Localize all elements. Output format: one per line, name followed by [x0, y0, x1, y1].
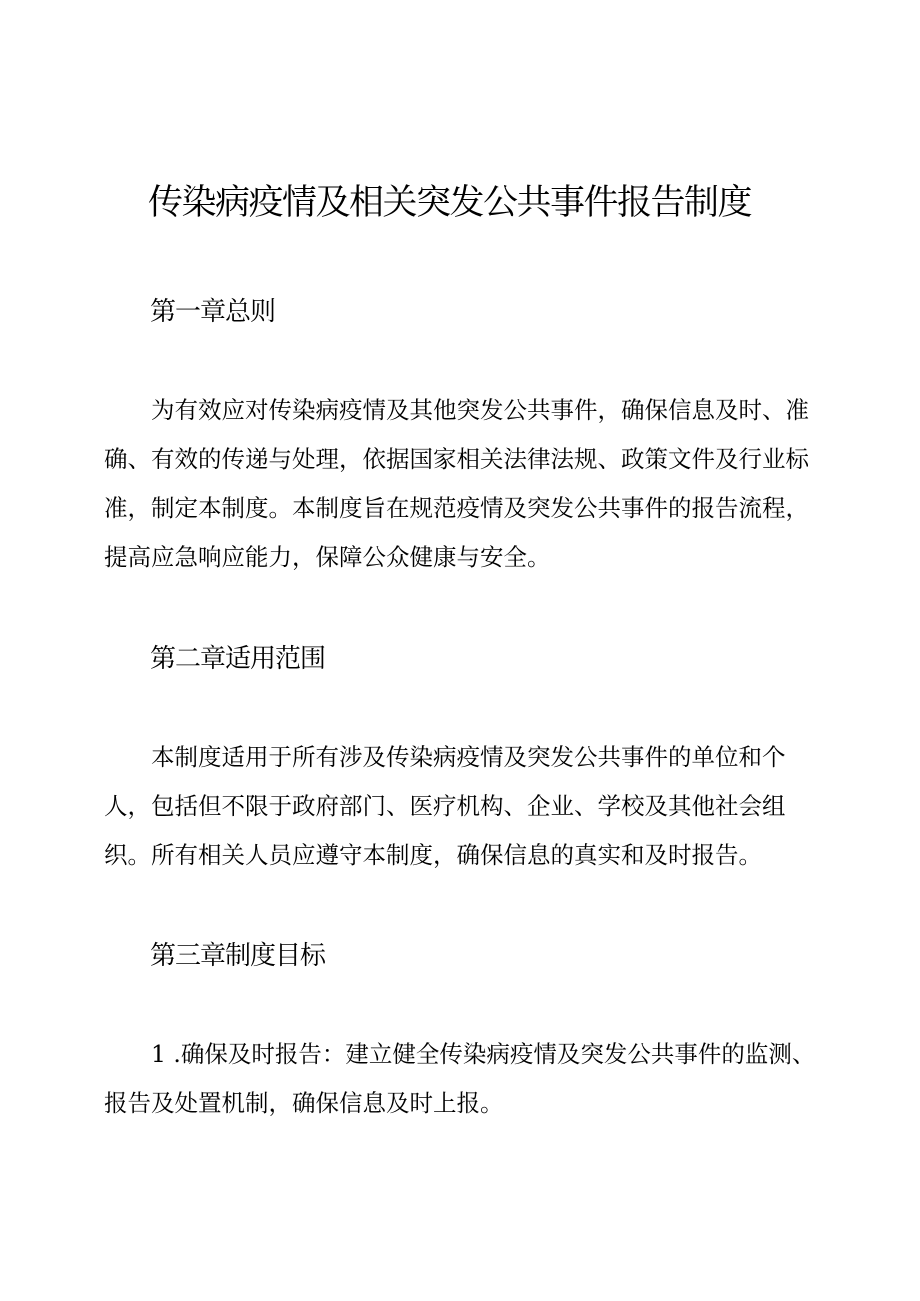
section-paragraph-general: [104, 386, 809, 582]
paragraph-line: 准，制定本制度。本制度旨在规范疫情及突发公共事件的报告流程，: [104, 494, 809, 522]
paragraph-line: 织。所有相关人员应遵守本制度，确保信息的真实和及时报告。: [104, 841, 762, 869]
paragraph-line: 为有效应对传染病疫情及其他突发公共事件，确保信息及时、准: [151, 396, 809, 424]
section-paragraph-scope: [104, 733, 804, 880]
objective-list-item: [104, 1030, 816, 1128]
section-heading-scope: 第二章适用范围: [150, 644, 326, 674]
paragraph-line: 确、有效的传递与处理，依据国家相关法律法规、政策文件及行业标: [104, 445, 809, 473]
section-heading-objectives: 第三章制度目标: [150, 941, 326, 971]
section-heading-general: 第一章总则: [150, 297, 276, 327]
paragraph-line: 1 .确保及时报告：建立健全传染病疫情及突发公共事件的监测、: [151, 1040, 816, 1068]
paragraph-line: 人，包括但不限于政府部门、医疗机构、企业、学校及其他社会组: [104, 792, 786, 820]
document-title: 传染病疫情及相关突发公共事件报告制度: [148, 183, 752, 223]
paragraph-line: 报告及处置机制，确保信息及时上报。: [104, 1089, 504, 1117]
paragraph-line: 本制度适用于所有涉及传染病疫情及突发公共事件的单位和个: [151, 743, 786, 771]
paragraph-line: 提高应急响应能力，保障公众健康与安全。: [104, 543, 551, 571]
